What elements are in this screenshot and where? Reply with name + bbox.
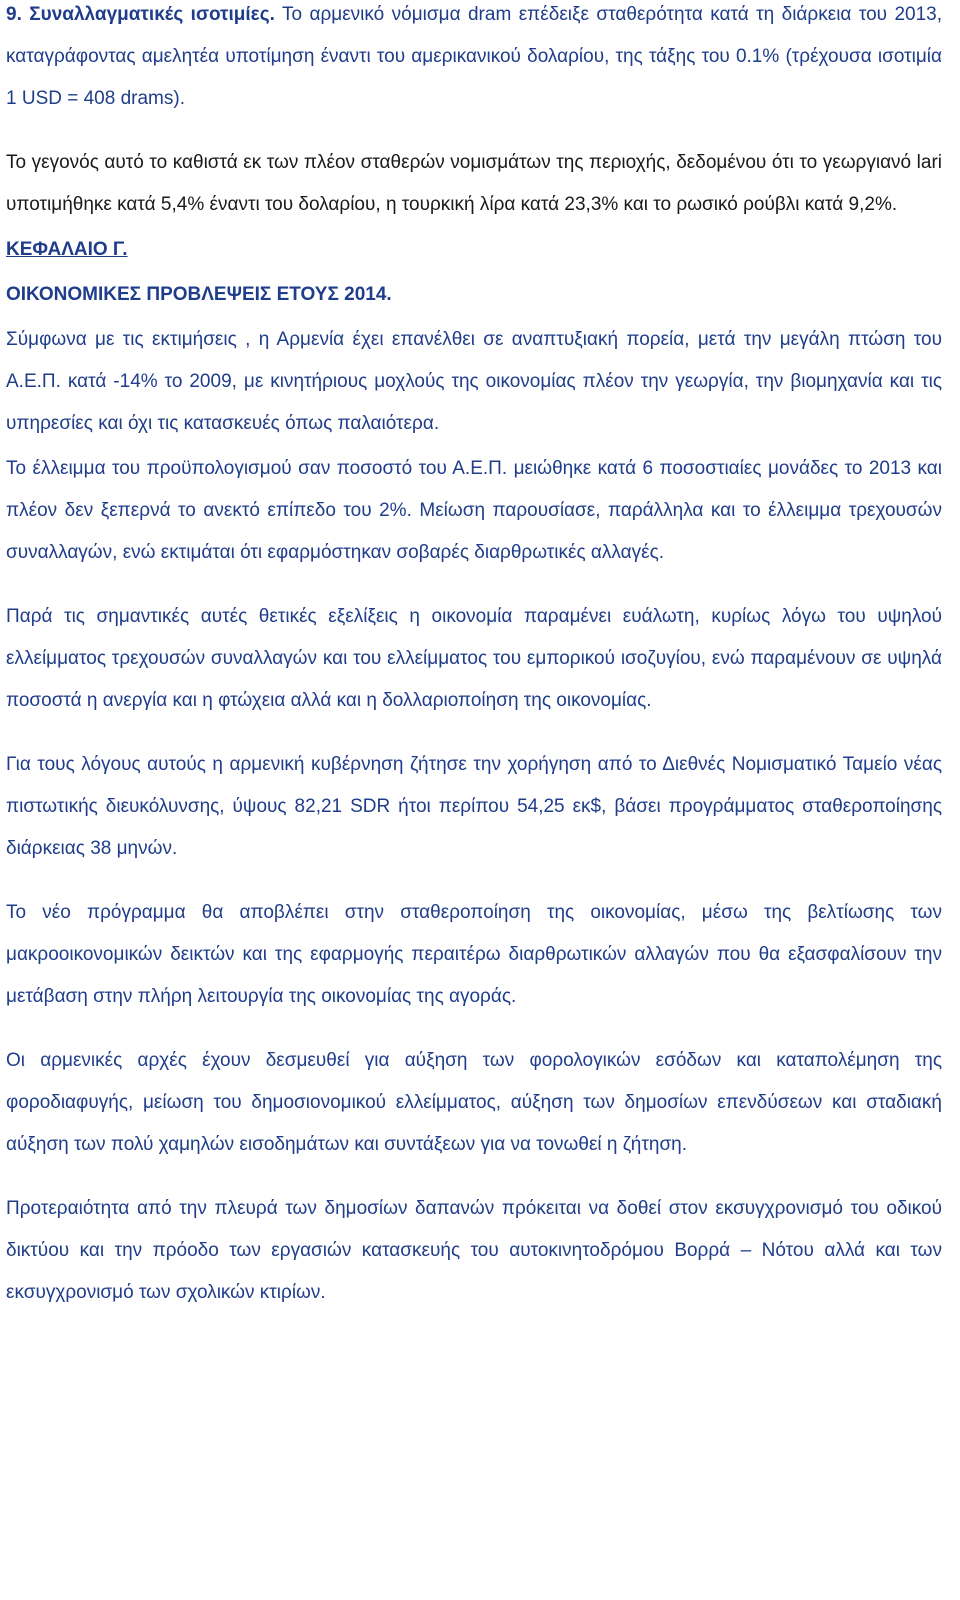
paragraph-spending-priority: Προτεραιότητα από την πλευρά των δημοσίων δαπανών πρόκειται να δοθεί στον εκσυγχρονισμό του οδικού δικτύου και την πρόοδο των εργασιών κατασκευής του αυτοκινητοδρόμου Βορρά – Νότου αλλά και των εκσυγχρονισμό των σχολικών κτιρίων. — [6, 1198, 942, 1303]
chapter-label: ΚΕΦΑΛΑΙΟ Γ. — [6, 239, 128, 260]
section-9-text: Το αρμενικό νόμισμα dram επέδειξε σταθερότητα κατά τη διάρκεια του 2013, καταγράφοντας αμελητέα υποτίμηση έναντι του αμερικανικού δολαρίου, της τάξης του 0.1% (τρέχουσα ισοτιμία 1 USD = 408 drams). — [6, 4, 943, 109]
paragraph-growth-forecast: Σύμφωνα με τις εκτιμήσεις , η Αρμενία έχει επανέλθει σε αναπτυξιακή πορεία, μετά την μεγάλη πτώση του Α.Ε.Π. κατά -14% το 2009, με κινητήριους μοχλούς της οικονομίας πλέον την γεωργία, την βιομηχανία και τις υπηρεσίες και όχι τις κατασκευές όπως παλαιότερα. — [6, 329, 942, 434]
paragraph-imf-facility: Για τους λόγους αυτούς η αρμενική κυβέρνηση ζήτησε την χορήγηση από το Διεθνές Νομισματικό Ταμείο νέας πιστωτικής διευκόλυνσης, ύψους 82,21 SDR ήτοι περίπου 54,25 εκ$, βάσει προγράμματος σταθεροποίησης διάρκειας 38 μηνών. — [6, 754, 942, 859]
section-9-paragraph — [6, 0, 942, 120]
paragraph-currency-stability: Το γεγονός αυτό το καθιστά εκ των πλέον σταθερών νομισμάτων της περιοχής, δεδομένου ότι το γεωργιανό lari υποτιμήθηκε κατά 5,4% έναντι του δολαρίου, η τουρκική λίρα κατά 23,3% και το ρωσικό ρούβλι κατά 9,2%. — [6, 152, 942, 215]
paragraph-stabilization-program: Το νέο πρόγραμμα θα αποβλέπει στην σταθεροποίηση της οικονομίας, μέσω της βελτίωσης των μακροοικονομικών δεικτών και της εφαρμογής περαιτέρω διαρθρωτικών αλλαγών που θα εξασφαλίσουν την μετάβαση στην πλήρη λειτουργία της οικονομίας της αγοράς. — [6, 902, 942, 1007]
paragraph-authority-commitments: Οι αρμενικές αρχές έχουν δεσμευθεί για αύξηση των φορολογικών εσόδων και καταπολέμηση της φοροδιαφυγής, μείωση του δημοσιονομικού ελλείμματος, αύξηση των δημοσίων επενδύσεων και σταδιακή αύξηση των πολύ χαμηλών εισοδημάτων και συντάξεων για να τονωθεί η ζήτηση. — [6, 1050, 942, 1155]
section-9-heading: 9. Συναλλαγματικές ισοτιμίες. — [6, 4, 275, 25]
paragraph-budget-deficit: Το έλλειμμα του προϋπολογισμού σαν ποσοστό του Α.Ε.Π. μειώθηκε κατά 6 ποσοστιαίες μονάδες το 2013 και πλέον δεν ξεπερνά το ανεκτό επίπεδο του 2%. Μείωση παρουσίασε, παράλληλα και το έλλειμμα τρεχουσών συναλλαγών, ενώ εκτιμάται ότι εφαρμόστηκαν σοβαρές διαρθρωτικές αλλαγές. — [6, 458, 942, 563]
paragraph-vulnerability: Παρά τις σημαντικές αυτές θετικές εξελίξεις η οικονομία παραμένει ευάλωτη, κυρίως λόγω του υψηλού ελλείμματος τρεχουσών συναλλαγών και του ελλείμματος του εμπορικού ισοζυγίου, ενώ παραμένουν σε υψηλά ποσοστά η ανεργία και η φτώχεια αλλά και η δολλαριοποίηση της οικονομίας. — [6, 606, 942, 711]
chapter-title: ΟΙΚΟΝΟΜΙΚΕΣ ΠΡΟΒΛΕΨΕΙΣ ΕΤΟΥΣ 2014. — [6, 284, 392, 305]
